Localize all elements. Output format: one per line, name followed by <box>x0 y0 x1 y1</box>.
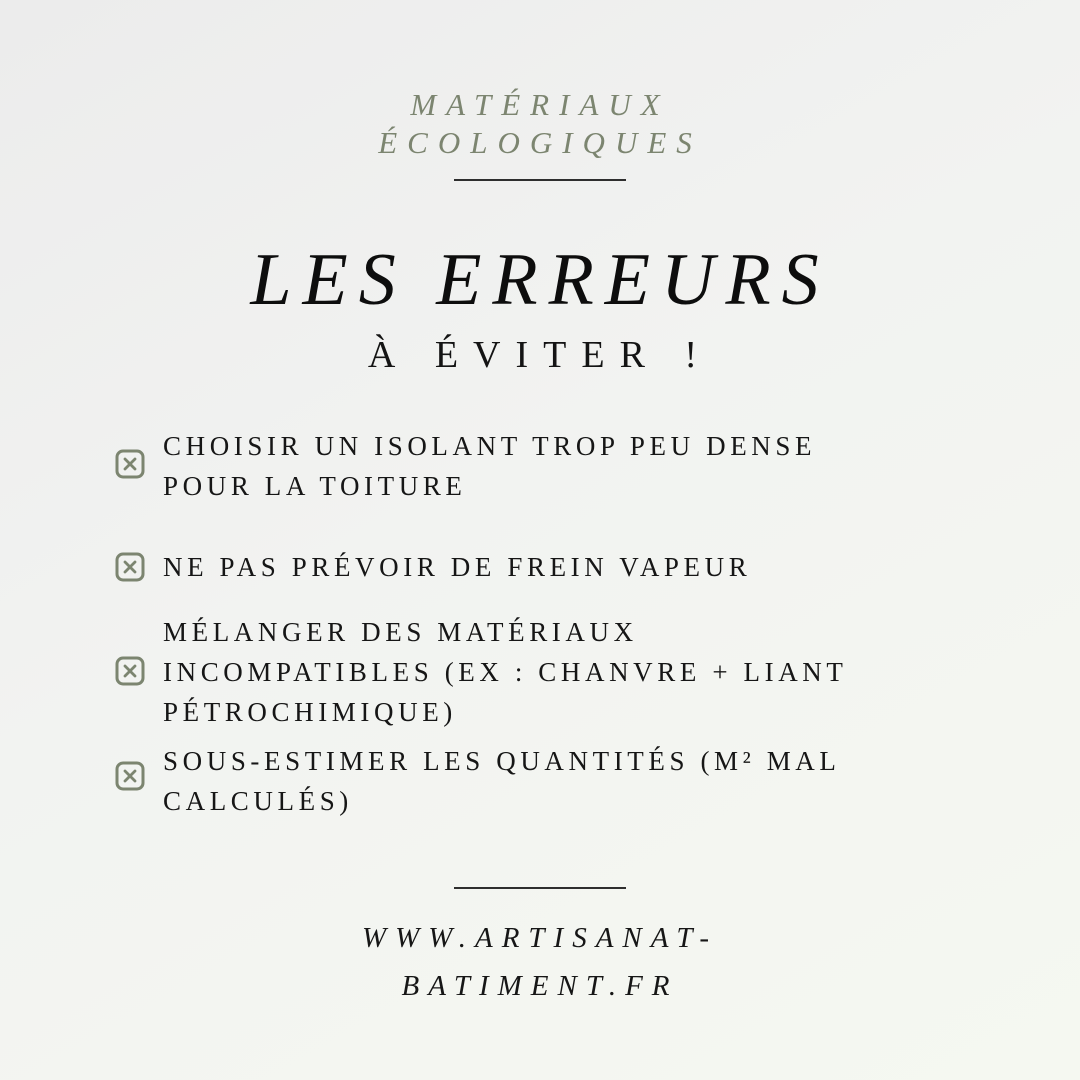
x-square-icon <box>115 449 145 479</box>
website-url-line-2: BATIMENT.FR <box>401 970 679 1002</box>
x-square-icon <box>115 656 145 686</box>
website-url <box>240 914 840 1010</box>
list-item-text <box>163 547 903 587</box>
list-item-line: NE PAS PRÉVOIR DE FREIN VAPEUR <box>163 552 752 582</box>
x-square-icon <box>115 552 145 582</box>
list-item-line: POUR LA TOITURE <box>163 471 467 501</box>
category-label-line-1: MATÉRIAUX <box>410 87 670 122</box>
page-subtitle: À ÉVITER ! <box>367 334 713 376</box>
x-square-icon <box>115 761 145 791</box>
category-label <box>240 86 840 162</box>
list-item-line: INCOMPATIBLES (EX : CHANVRE + LIANT <box>163 657 848 687</box>
page-title: LES ERREURS <box>250 239 830 321</box>
list-item-line: PÉTROCHIMIQUE) <box>163 697 457 727</box>
category-label-line-2: ÉCOLOGIQUES <box>378 125 702 160</box>
list-item-line: CALCULÉS) <box>163 786 353 816</box>
list-item-line: MÉLANGER DES MATÉRIAUX <box>163 617 638 647</box>
list-item-line: SOUS-ESTIMER LES QUANTITÉS (M² MAL <box>163 746 841 776</box>
bottom-divider <box>454 887 626 889</box>
list-item-text <box>163 612 903 732</box>
list-item-text <box>163 741 903 821</box>
top-divider <box>454 179 626 181</box>
list-item-text <box>163 426 903 506</box>
list-item-line: CHOISIR UN ISOLANT TROP PEU DENSE <box>163 431 817 461</box>
website-url-line-1: WWW.ARTISANAT- <box>361 922 719 954</box>
